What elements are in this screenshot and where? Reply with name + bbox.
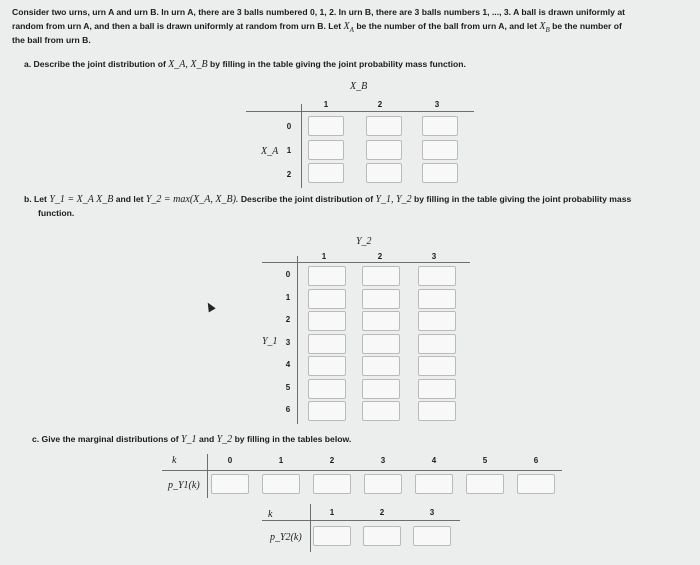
- pmf-b-cell[interactable]: [362, 266, 400, 286]
- table-y2-k-value: 3: [429, 508, 435, 517]
- pmf-y2-cell[interactable]: [413, 526, 451, 546]
- pmf-b-cell[interactable]: [362, 401, 400, 421]
- pmf-b-cell[interactable]: [308, 379, 346, 399]
- pmf-a-cell[interactable]: [366, 140, 402, 160]
- table-a-col-2: 2: [377, 100, 383, 109]
- table-a-row-var: X_A: [261, 146, 279, 157]
- pmf-b-cell[interactable]: [362, 356, 400, 376]
- pmf-y1-cell[interactable]: [466, 474, 504, 494]
- part-a-vars: X_A, X_B: [168, 59, 208, 70]
- table-y1-vrule: [207, 454, 208, 498]
- pmf-b-cell[interactable]: [418, 334, 456, 354]
- pmf-y2-cell[interactable]: [363, 526, 401, 546]
- pmf-a-cell[interactable]: [308, 116, 344, 136]
- intro-line-1: Consider two urns, urn A and urn B. In urn A, there are 3 balls numbered 0, 1, 2. In urn B, there are 3 balls numbers 1, ..., 3. A ball is drawn uniformly at: [12, 7, 625, 17]
- table-y1-rule: [162, 470, 562, 471]
- table-y2-p-label: p_Y2(k): [270, 532, 302, 543]
- pmf-b-cell[interactable]: [308, 289, 346, 309]
- table-b-row-label: 0: [285, 270, 291, 279]
- table-y1-k-label: k: [172, 455, 177, 466]
- table-y2-k-label: k: [268, 509, 273, 520]
- pmf-b-cell[interactable]: [308, 334, 346, 354]
- pmf-a-cell[interactable]: [366, 163, 402, 183]
- var-xb: $X_B$: [539, 21, 550, 34]
- pmf-b-cell[interactable]: [362, 289, 400, 309]
- pmf-y2-cell[interactable]: [313, 526, 351, 546]
- table-a-row-0: 0: [286, 122, 292, 131]
- table-a-col-1: 1: [323, 100, 329, 109]
- table-y1-k-value: 3: [380, 456, 386, 465]
- pmf-y1-cell[interactable]: [415, 474, 453, 494]
- pmf-b-cell[interactable]: [418, 289, 456, 309]
- table-b-col-var: Y_2: [356, 236, 372, 247]
- table-b-row-label: 6: [285, 405, 291, 414]
- pmf-y1-cell[interactable]: [313, 474, 351, 494]
- table-y1-k-value: 1: [278, 456, 284, 465]
- pmf-y1-cell[interactable]: [262, 474, 300, 494]
- pmf-y1-cell[interactable]: [364, 474, 402, 494]
- part-b-question-line-2: function.: [38, 208, 75, 218]
- table-a-row-2: 2: [286, 170, 292, 179]
- table-y1-k-value: 0: [227, 456, 233, 465]
- table-y1-k-value: 4: [431, 456, 437, 465]
- table-a-header-rule: [246, 111, 474, 112]
- table-y2-k-value: 2: [379, 508, 385, 517]
- table-b-col-1: 1: [321, 252, 327, 261]
- table-b-row-label: 2: [285, 315, 291, 324]
- table-b-row-label: 4: [285, 360, 291, 369]
- pmf-b-cell[interactable]: [362, 379, 400, 399]
- table-b-col-2: 2: [377, 252, 383, 261]
- pmf-a-cell[interactable]: [308, 140, 344, 160]
- pmf-b-cell[interactable]: [418, 311, 456, 331]
- pmf-b-cell[interactable]: [418, 356, 456, 376]
- table-b-row-var: Y_1: [262, 336, 278, 347]
- table-y2-rule: [262, 520, 460, 521]
- table-a-col-var: X_B: [350, 81, 368, 92]
- intro-line-3: the ball from urn B.: [12, 35, 91, 45]
- pmf-b-cell[interactable]: [308, 311, 346, 331]
- pmf-b-cell[interactable]: [308, 356, 346, 376]
- table-b-header-rule: [262, 262, 470, 263]
- table-y1-k-value: 5: [482, 456, 488, 465]
- table-y1-k-value: 6: [533, 456, 539, 465]
- table-b-row-label: 5: [285, 382, 291, 392]
- table-a-row-1: 1: [286, 146, 292, 155]
- pmf-b-cell[interactable]: [362, 311, 400, 331]
- table-y2-vrule: [310, 504, 311, 552]
- pmf-b-cell[interactable]: [418, 266, 456, 286]
- var-xa: $X_A$: [343, 21, 354, 34]
- pmf-y1-cell[interactable]: [211, 474, 249, 494]
- intro-line-2: random from urn A, and then a ball is drawn uniformly at random from urn B. Let $X_A$ be the number of the ball from urn A, and let $X_B$ be the number of: [12, 21, 622, 34]
- pmf-a-cell[interactable]: [366, 116, 402, 136]
- pmf-b-cell[interactable]: [308, 266, 346, 286]
- pmf-y1-cell[interactable]: [517, 474, 555, 494]
- mouse-cursor-icon: [204, 301, 215, 313]
- table-y1-k-value: 2: [329, 456, 335, 465]
- pmf-b-cell[interactable]: [418, 379, 456, 399]
- pmf-a-cell[interactable]: [422, 163, 458, 183]
- pmf-a-cell[interactable]: [422, 140, 458, 160]
- table-b-col-3: 3: [431, 252, 437, 261]
- part-a-question: a. Describe the joint distribution of X_A, X_B by filling in the table giving the joint probability mass function.: [24, 59, 466, 70]
- pmf-b-cell[interactable]: [308, 401, 346, 421]
- table-a-row-rule: [301, 104, 302, 188]
- table-a-col-3: 3: [434, 100, 440, 109]
- pmf-b-cell[interactable]: [418, 401, 456, 421]
- table-b-row-label: 1: [285, 292, 291, 302]
- table-b-row-label: 3: [285, 337, 291, 347]
- table-y2-k-value: 1: [329, 508, 335, 517]
- pmf-a-cell[interactable]: [308, 163, 344, 183]
- pmf-a-cell[interactable]: [422, 116, 458, 136]
- table-y1-p-label: p_Y1(k): [168, 480, 200, 491]
- part-c-question: c. Give the marginal distributions of Y_1 and Y_2 by filling in the tables below.: [32, 434, 352, 445]
- part-b-question: b. Let Y_1 = X_A X_B and let Y_2 = max(X_A, X_B). Describe the joint distribution of Y_1, Y_2 by filling in the table giving the joint probability mass: [24, 194, 632, 205]
- pmf-b-cell[interactable]: [362, 334, 400, 354]
